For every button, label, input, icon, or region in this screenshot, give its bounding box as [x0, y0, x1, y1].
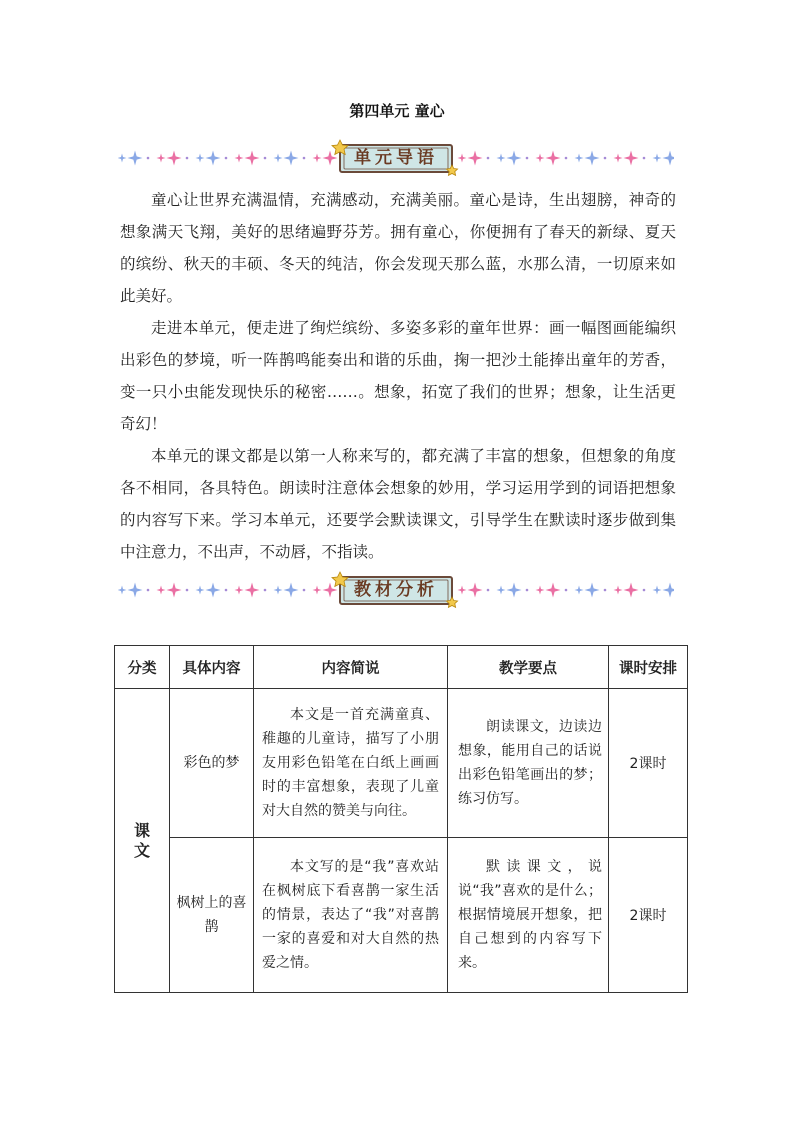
lesson-title: 枫树上的喜鹊 — [170, 838, 254, 993]
dot-icon — [147, 589, 150, 592]
unit-intro-label: 单元导语 — [354, 148, 438, 168]
lesson-hours: 2课时 — [609, 838, 688, 993]
dot-icon — [487, 157, 490, 160]
sparkle-icon — [507, 151, 522, 166]
intro-paragraph-2: 走进本单元，便走进了绚烂缤纷、多姿多彩的童年世界：画一幅图画能编织出彩色的梦境，听一阵鹊鸣能奏出和谐的乐曲，掬一把沙土能捧出童年的芳香，变一只小虫能发现快乐的秘密……。想象，拓宽了我们的世界；想象，让生活更奇幻！ — [120, 319, 676, 433]
sparkle-icon — [128, 151, 143, 166]
lesson-summary: 本文是一首充满童真、稚趣的儿童诗，描写了小朋友用彩色铅笔在白纸上画画时的丰富想象，表现了儿童对大自然的赞美与向往。 — [254, 689, 448, 838]
dot-icon — [526, 589, 529, 592]
sparkle-icon — [468, 151, 483, 166]
dot-icon — [526, 157, 529, 160]
sparkle-icon — [458, 154, 467, 163]
dot-icon — [604, 157, 607, 160]
sparkle-icon — [536, 154, 545, 163]
dot-icon — [643, 157, 646, 160]
sparkle-icon — [653, 586, 662, 595]
dot-icon — [303, 157, 306, 160]
sparkle-icon — [663, 583, 675, 598]
sparkle-icon — [653, 154, 662, 163]
dot-icon — [147, 157, 150, 160]
sparkle-icon — [468, 583, 483, 598]
table-row — [115, 838, 688, 993]
dot-icon — [225, 589, 228, 592]
sparkle-icon — [546, 583, 561, 598]
sparkle-icon — [575, 154, 584, 163]
sparkle-icon — [497, 586, 506, 595]
lesson-title: 彩色的梦 — [170, 689, 254, 838]
dot-icon — [303, 589, 306, 592]
sparkle-icon — [235, 154, 244, 163]
sparkle-icon — [624, 583, 639, 598]
header-teaching-points: 教学要点 — [448, 646, 609, 689]
material-analysis-label: 教材分析 — [354, 580, 438, 600]
sparkle-icon — [585, 583, 600, 598]
sparkle-icon — [196, 154, 205, 163]
sparkle-icon — [284, 151, 299, 166]
sparkle-icon — [546, 151, 561, 166]
sparkle-icon — [614, 154, 623, 163]
dot-icon — [186, 157, 189, 160]
sparkle-icon — [274, 154, 283, 163]
sparkle-icon — [128, 583, 143, 598]
sparkle-icon — [235, 586, 244, 595]
sparkle-icon — [507, 583, 522, 598]
dot-icon — [565, 157, 568, 160]
sparkle-icon — [575, 586, 584, 595]
header-hours: 课时安排 — [609, 646, 688, 689]
page-title: 第四单元 童心 — [349, 102, 445, 120]
sparkle-icon — [663, 151, 675, 166]
sparkle-icon — [206, 151, 221, 166]
table-row — [115, 689, 688, 838]
sparkle-icon — [536, 586, 545, 595]
sparkle-icon — [497, 154, 506, 163]
sparkle-icon — [624, 151, 639, 166]
dot-icon — [604, 589, 607, 592]
dot-icon — [643, 589, 646, 592]
sparkle-icon — [614, 586, 623, 595]
material-analysis-banner — [118, 569, 674, 613]
dot-icon — [264, 589, 267, 592]
intro-paragraph-1: 童心让世界充满温情，充满感动，充满美丽。童心是诗，生出翅膀，神奇的想象满天飞翔，美好的思绪遍野芬芳。拥有童心，你便拥有了春天的新绿、夏天的缤纷、秋天的丰硕、冬天的纯洁，你会发现天那么蓝，水那么清，一切原来如此美好。 — [120, 191, 676, 305]
header-content: 具体内容 — [170, 646, 254, 689]
unit-intro-banner — [118, 137, 674, 181]
analysis-table — [114, 645, 688, 993]
intro-paragraph-3: 本单元的课文都是以第一人称来写的，都充满了丰富的想象，但想象的角度各不相同，各具特色。朗读时注意体会想象的妙用，学习运用学到的词语把想象的内容写下来。学习本单元，还要学会默读课文，引导学生在默读时逐步做到集中注意力，不出声，不动唇，不指读。 — [120, 447, 676, 561]
table-header-row — [115, 646, 688, 689]
header-summary: 内容简说 — [254, 646, 448, 689]
sparkle-icon — [118, 586, 127, 595]
sparkle-icon — [196, 586, 205, 595]
sparkle-icon — [284, 583, 299, 598]
sparkle-icon — [118, 154, 127, 163]
lesson-teaching-points: 朗读课文，边读边想象，能用自己的话说出彩色铅笔画出的梦；练习仿写。 — [448, 689, 609, 838]
sparkle-icon — [245, 583, 260, 598]
header-category: 分类 — [115, 646, 170, 689]
dot-icon — [487, 589, 490, 592]
sparkle-icon — [206, 583, 221, 598]
dot-icon — [225, 157, 228, 160]
category-cell: 课文 — [115, 689, 170, 993]
sparkle-icon — [157, 154, 166, 163]
lesson-teaching-points: 默读课文，说说“我”喜欢的是什么；根据情境展开想象，把自己想到的内容写下来。 — [448, 838, 609, 993]
sparkle-icon — [245, 151, 260, 166]
dot-icon — [186, 589, 189, 592]
dot-icon — [264, 157, 267, 160]
sparkle-icon — [458, 586, 467, 595]
sparkle-icon — [313, 154, 322, 163]
sparkle-icon — [585, 151, 600, 166]
dot-icon — [565, 589, 568, 592]
sparkle-icon — [157, 586, 166, 595]
sparkle-icon — [167, 151, 182, 166]
sparkle-icon — [167, 583, 182, 598]
sparkle-icon — [274, 586, 283, 595]
lesson-summary: 本文写的是“我”喜欢站在枫树底下看喜鹊一家生活的情景，表达了“我”对喜鹊一家的喜爱和对大自然的热爱之情。 — [254, 838, 448, 993]
lesson-hours: 2课时 — [609, 689, 688, 838]
sparkle-icon — [313, 586, 322, 595]
